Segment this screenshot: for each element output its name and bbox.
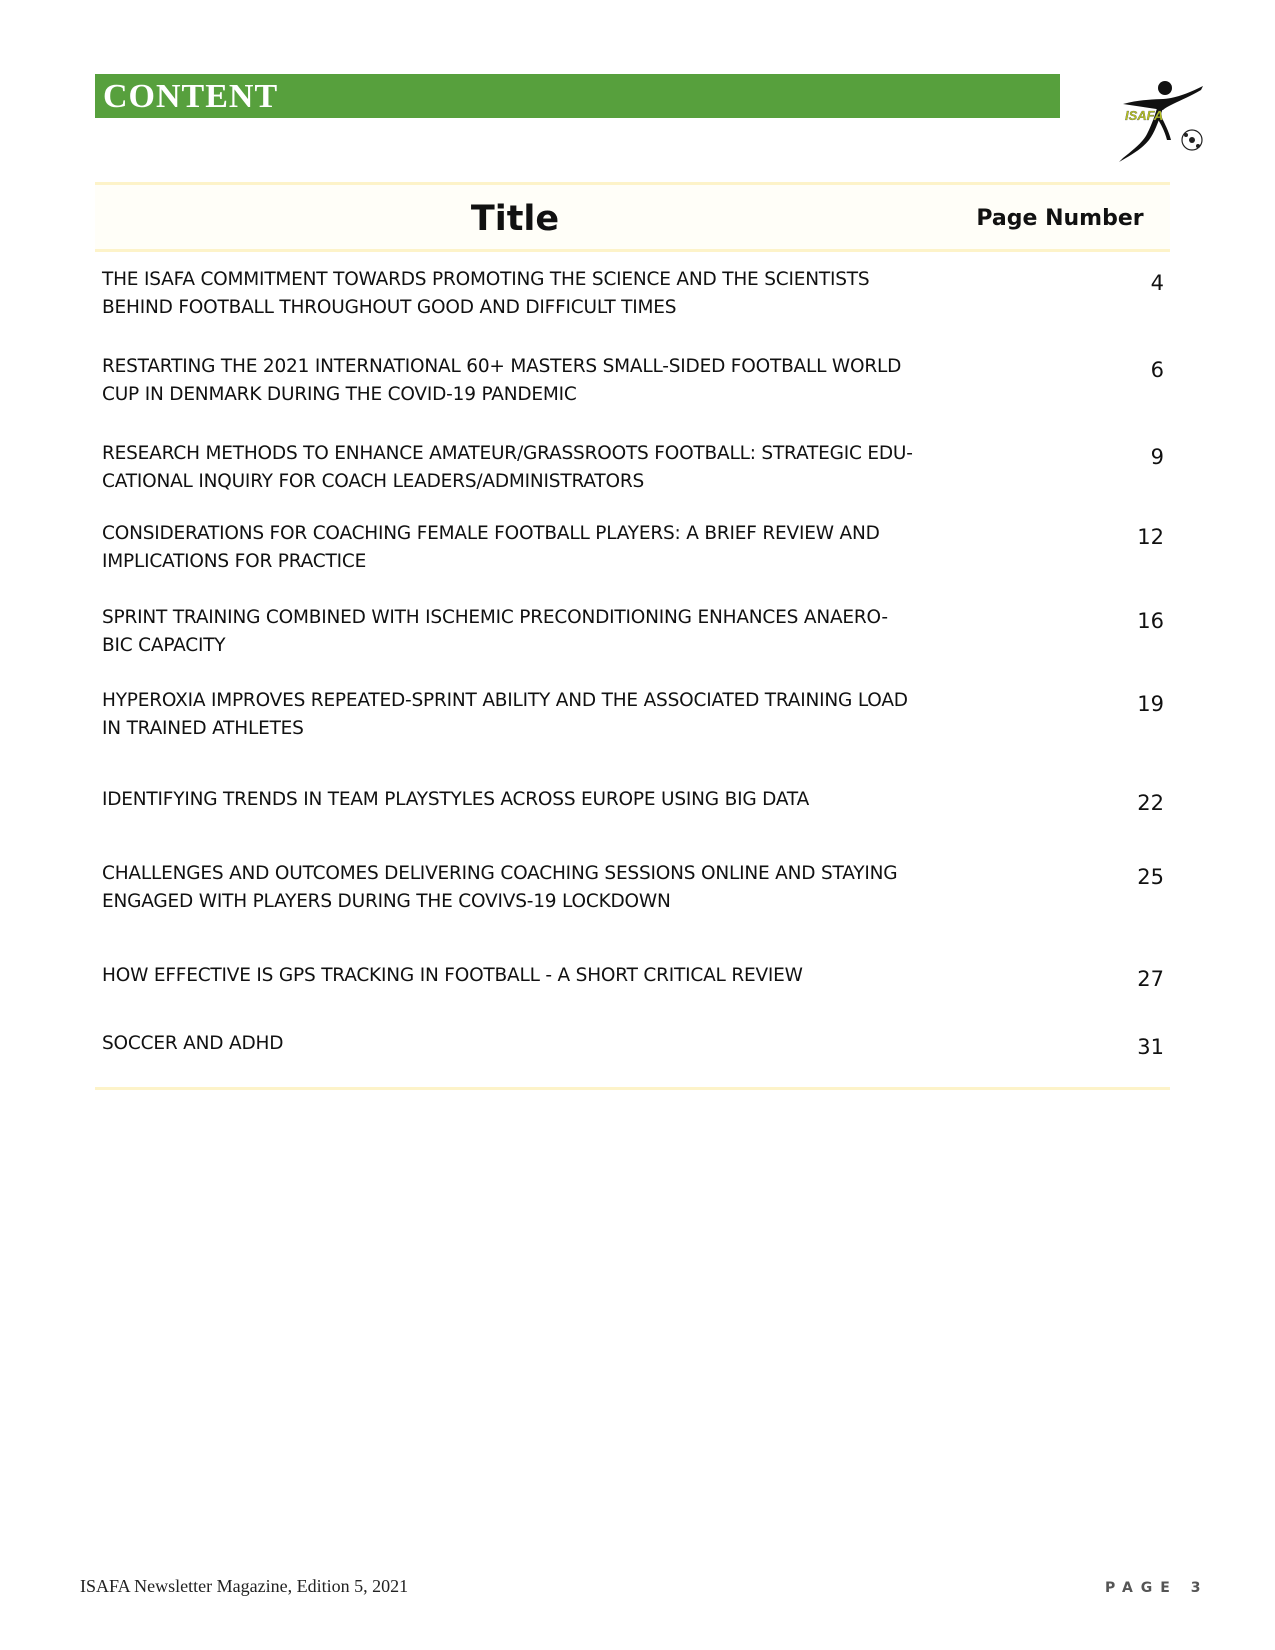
entry-title: HOW EFFECTIVE IS GPS TRACKING IN FOOTBALL - A SHORT CRITICAL REVIEW — [102, 965, 803, 986]
entry-title: THE ISAFA COMMITMENT TOWARDS PROMOTING THE SCIENCE AND THE SCIENTISTS BEHIND FOOTBALL THROUGHOUT GOOD AND DIFFICULT TIMES — [102, 269, 870, 318]
banner-title: CONTENT — [103, 78, 279, 115]
table-of-contents — [95, 182, 1170, 1090]
title-column-header: Title — [470, 199, 560, 239]
entry-page: 12 — [1137, 525, 1164, 549]
toc-rows — [95, 252, 1170, 1087]
entry-page: 19 — [1137, 692, 1164, 716]
entry-title: SOCCER AND ADHD — [102, 1033, 284, 1054]
entry-title: SPRINT TRAINING COMBINED WITH ISCHEMIC PRECONDITIONING ENHANCES ANAERO- BIC CAPACITY — [102, 607, 888, 656]
entry-page: 31 — [1137, 1035, 1164, 1059]
entry-page: 25 — [1137, 865, 1164, 889]
entry-title: RESTARTING THE 2021 INTERNATIONAL 60+ MASTERS SMALL-SIDED FOOTBALL WORLD CUP IN DENMARK DURING THE COVID-19 PANDEMIC — [102, 356, 902, 405]
entry-page: 22 — [1137, 791, 1164, 815]
logo-text: ISAFA — [1125, 108, 1164, 123]
bottom-rule — [95, 1087, 1170, 1090]
entry-page: 4 — [1150, 271, 1164, 295]
isafa-logo — [1115, 80, 1205, 165]
footer-page-label: PAGE 3 — [1105, 1580, 1209, 1596]
logo-head-icon — [1158, 81, 1172, 95]
entry-page: 27 — [1137, 967, 1164, 991]
entry-title: RESEARCH METHODS TO ENHANCE AMATEUR/GRASSROOTS FOOTBALL: STRATEGIC EDU- CATIONAL INQUIRY FOR COACH LEADERS/ADMINISTRATORS — [102, 443, 913, 492]
entry-title: HYPEROXIA IMPROVES REPEATED-SPRINT ABILITY AND THE ASSOCIATED TRAINING LOAD IN TRAINED ATHLETES — [102, 690, 908, 739]
entry-page: 6 — [1150, 358, 1164, 382]
toc-header-row — [95, 185, 1170, 249]
page-number-column-header: Page Number — [976, 206, 1144, 231]
entry-page: 16 — [1137, 609, 1164, 633]
entry-title: IDENTIFYING TRENDS IN TEAM PLAYSTYLES ACROSS EUROPE USING BIG DATA — [102, 789, 810, 810]
content-banner — [95, 74, 1060, 118]
entry-page: 9 — [1150, 445, 1164, 469]
footer-publication: ISAFA Newsletter Magazine, Edition 5, 2021 — [80, 1576, 409, 1596]
entry-title: CONSIDERATIONS FOR COACHING FEMALE FOOTBALL PLAYERS: A BRIEF REVIEW AND IMPLICATIONS FOR PRACTICE — [102, 523, 880, 572]
entry-title: CHALLENGES AND OUTCOMES DELIVERING COACHING SESSIONS ONLINE AND STAYING ENGAGED WITH PLAYERS DURING THE COVIVS-19 LOCKDOWN — [102, 863, 898, 912]
